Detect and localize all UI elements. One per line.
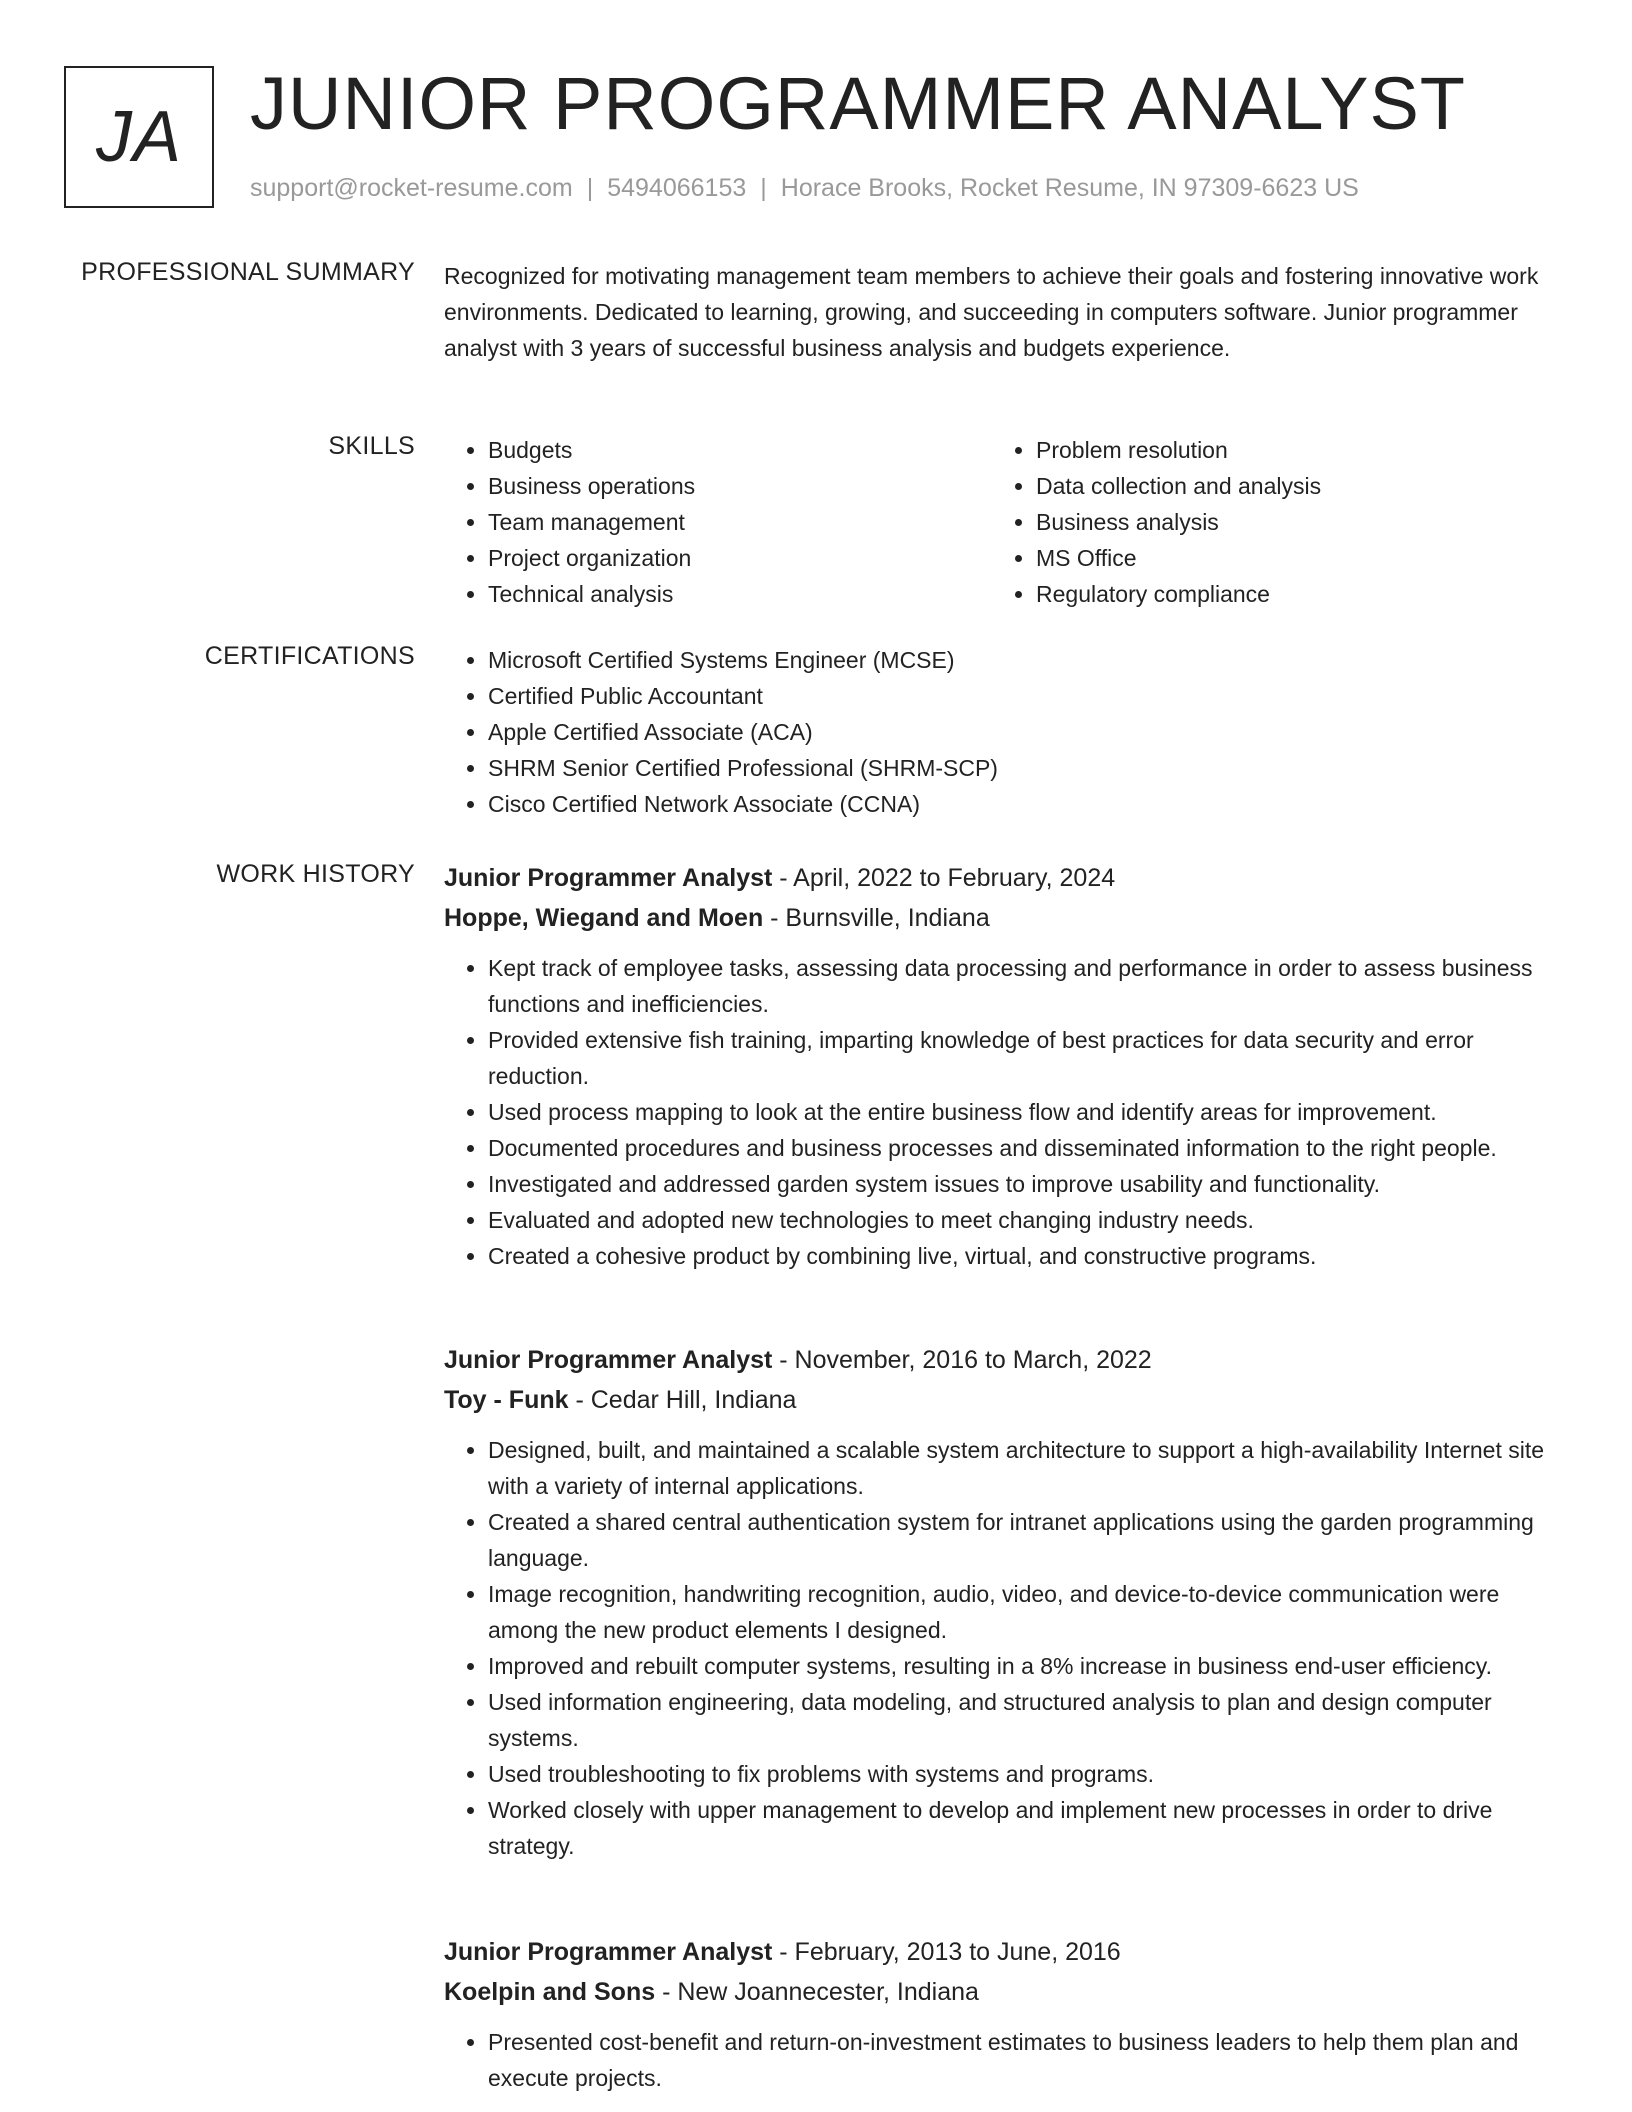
skill-item: • Business operations: [488, 468, 992, 504]
job-location: - Burnsville, Indiana: [763, 904, 990, 932]
job-company: Toy - Funk: [444, 1386, 569, 1414]
job-bullet: • Provided extensive fish training, imparting knowledge of best practices for data security and error reduction.: [488, 1022, 1574, 1094]
job-bullet: • Improved and rebuilt computer systems, resulting in a 8% increase in business end-user efficiency.: [488, 1648, 1574, 1684]
certifications-label: CERTIFICATIONS: [204, 642, 415, 670]
skill-item: • Regulatory compliance: [1036, 576, 1540, 612]
job-company-line: [444, 898, 1574, 938]
skills-list: [444, 432, 1574, 612]
contact-separator: |: [760, 174, 767, 202]
job-bullets: [444, 1432, 1574, 1864]
skill-item: • Project organization: [488, 540, 992, 576]
job-bullet: • Image recognition, handwriting recognition, audio, video, and device-to-device communication were among the new product elements I designed.: [488, 1576, 1574, 1648]
certification-item: • Microsoft Certified Systems Engineer (MCSE): [488, 642, 1574, 678]
skill-item: • Budgets: [488, 432, 992, 468]
job-company-line: [444, 1972, 1574, 2012]
job-company-line: [444, 1380, 1574, 1420]
job-bullet: • Created a cohesive product by combining live, virtual, and constructive programs.: [488, 1238, 1574, 1274]
summary-text: Recognized for motivating management team members to achieve their goals and fostering innovative work environments. Dedicated to learning, growing, and succeeding in computers software. Junior programmer analyst with 3 years of successful business analysis and budgets experience.: [444, 263, 1539, 361]
job-company: Hoppe, Wiegand and Moen: [444, 904, 764, 932]
skill-item: • Data collection and analysis: [1036, 468, 1540, 504]
job-entry: [444, 1932, 1574, 2096]
job-title-line: [444, 858, 1574, 898]
job-bullet: • Documented procedures and business processes and disseminated information to the right people.: [488, 1130, 1574, 1166]
monogram-initials: JA: [95, 97, 183, 177]
job-bullet: • Used information engineering, data modeling, and structured analysis to plan and design computer systems.: [488, 1684, 1574, 1756]
job-entry: [444, 1340, 1574, 1864]
skills-column-left: [444, 432, 992, 612]
skills-column-right: [992, 432, 1540, 612]
job-bullet: • Created a shared central authentication system for intranet applications using the garden programming language.: [488, 1504, 1574, 1576]
job-bullet: • Kept track of employee tasks, assessing data processing and performance in order to assess business functions and inefficiencies.: [488, 950, 1574, 1022]
job-entry: [444, 858, 1574, 1274]
contact-phone: 5494066153: [607, 174, 747, 202]
job-bullet: • Investigated and addressed garden system issues to improve usability and functionality.: [488, 1166, 1574, 1202]
job-bullet: • Used troubleshooting to fix problems with systems and programs.: [488, 1756, 1574, 1792]
job-title-line: [444, 1340, 1574, 1380]
summary-label: PROFESSIONAL SUMMARY: [81, 258, 415, 286]
job-bullet: • Used process mapping to look at the entire business flow and identify areas for improvement.: [488, 1094, 1574, 1130]
skill-item: • Business analysis: [1036, 504, 1540, 540]
resume-header: [64, 62, 1584, 216]
certification-item: • Apple Certified Associate (ACA): [488, 714, 1574, 750]
job-dates: - February, 2013 to June, 2016: [772, 1938, 1121, 1966]
certifications-list: [444, 642, 1574, 822]
work-history-label: WORK HISTORY: [216, 860, 415, 888]
skill-item: • Problem resolution: [1036, 432, 1540, 468]
job-dates: - April, 2022 to February, 2024: [772, 864, 1116, 892]
certification-item: • Cisco Certified Network Associate (CCNA): [488, 786, 1574, 822]
job-bullets: [444, 950, 1574, 1274]
job-bullet: • Worked closely with upper management to develop and implement new processes in order to drive strategy.: [488, 1792, 1574, 1864]
job-bullet: • Evaluated and adopted new technologies to meet changing industry needs.: [488, 1202, 1574, 1238]
job-company: Koelpin and Sons: [444, 1978, 656, 2006]
job-title: Junior Programmer Analyst: [444, 1346, 773, 1374]
job-location: - Cedar Hill, Indiana: [568, 1386, 797, 1414]
contact-separator: |: [586, 174, 594, 202]
skill-item: • Technical analysis: [488, 576, 992, 612]
contact-email[interactable]: support@rocket-resume.com: [250, 174, 573, 202]
monogram-box: [64, 66, 214, 208]
job-bullets: [444, 2024, 1574, 2096]
job-title: Junior Programmer Analyst: [444, 864, 773, 892]
job-location: - New Joannecester, Indiana: [655, 1978, 979, 2006]
job-bullet: • Designed, built, and maintained a scalable system architecture to support a high-availability Internet site with a variety of internal applications.: [488, 1432, 1574, 1504]
certification-item: • SHRM Senior Certified Professional (SHRM-SCP): [488, 750, 1574, 786]
job-title: Junior Programmer Analyst: [444, 1938, 773, 1966]
skills-label: SKILLS: [328, 432, 415, 460]
job-title-line: [444, 1932, 1574, 1972]
certification-item: • Certified Public Accountant: [488, 678, 1574, 714]
skill-item: • MS Office: [1036, 540, 1540, 576]
job-bullet: • Presented cost-benefit and return-on-investment estimates to business leaders to help them plan and execute projects.: [488, 2024, 1574, 2096]
contact-line: [250, 174, 1359, 203]
job-dates: - November, 2016 to March, 2022: [772, 1346, 1152, 1374]
skill-item: • Team management: [488, 504, 992, 540]
contact-address: Horace Brooks, Rocket Resume, IN 97309-6623 US: [780, 174, 1359, 202]
resume-title: JUNIOR PROGRAMMER ANALYST: [250, 62, 1467, 145]
